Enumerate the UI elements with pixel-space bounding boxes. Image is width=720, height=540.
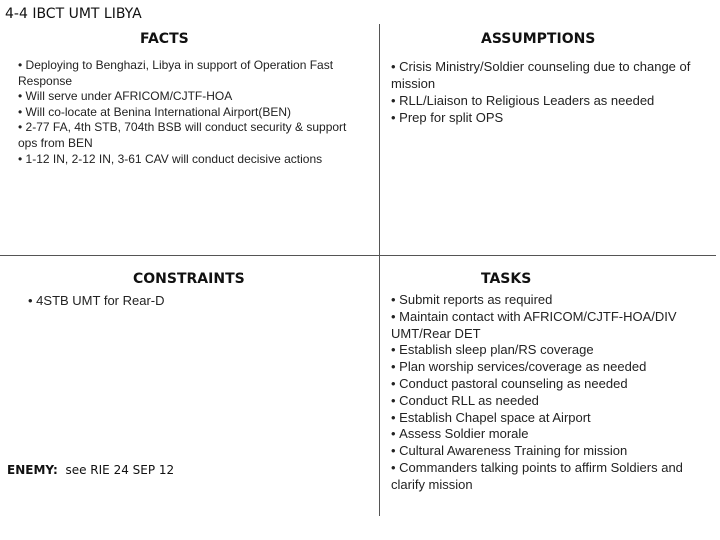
tasks-item: • Maintain contact with AFRICOM/CJTF-HOA/DIV UMT/Rear DET (391, 309, 691, 343)
assumptions-item: • Prep for split OPS (391, 109, 691, 126)
tasks-heading: TASKS (481, 271, 532, 287)
facts-item: • 1-12 IN, 2-12 IN, 3-61 CAV will conduct decisive actions (18, 152, 358, 168)
tasks-list (391, 292, 691, 494)
tasks-item: • Establish Chapel space at Airport (391, 410, 691, 427)
tasks-item: • Conduct RLL as needed (391, 393, 691, 410)
assumptions-item: • RLL/Liaison to Religious Leaders as needed (391, 92, 691, 109)
tasks-item: • Cultural Awareness Training for mission (391, 443, 691, 460)
tasks-item: • Commanders talking points to affirm Soldiers and clarify mission (391, 460, 691, 494)
quadrant-horizontal-divider (0, 255, 716, 256)
constraints-heading: CONSTRAINTS (133, 271, 245, 287)
enemy-note (7, 463, 174, 477)
tasks-item: • Conduct pastoral counseling as needed (391, 376, 691, 393)
assumptions-item: • Crisis Ministry/Soldier counseling due to change of mission (391, 58, 691, 92)
facts-heading: FACTS (140, 31, 189, 47)
enemy-label: ENEMY: (7, 463, 58, 477)
tasks-item: • Assess Soldier morale (391, 426, 691, 443)
slide-title: 4-4 IBCT UMT LIBYA (5, 6, 142, 22)
facts-item: • Will co-locate at Benina International Airport(BEN) (18, 105, 358, 121)
tasks-item: • Establish sleep plan/RS coverage (391, 342, 691, 359)
facts-item: • Will serve under AFRICOM/CJTF-HOA (18, 89, 358, 105)
enemy-text: see RIE 24 SEP 12 (65, 463, 175, 477)
assumptions-heading: ASSUMPTIONS (481, 31, 596, 47)
quadrant-vertical-divider (379, 24, 380, 516)
facts-item: • 2-77 FA, 4th STB, 704th BSB will conduct security & support ops from BEN (18, 120, 358, 151)
tasks-item: • Submit reports as required (391, 292, 691, 309)
tasks-item: • Plan worship services/coverage as needed (391, 359, 691, 376)
facts-list (18, 58, 358, 167)
facts-item: • Deploying to Benghazi, Libya in support of Operation Fast Response (18, 58, 358, 89)
constraints-item: • 4STB UMT for Rear-D (28, 292, 328, 309)
constraints-list (28, 292, 328, 309)
assumptions-list (391, 58, 691, 126)
